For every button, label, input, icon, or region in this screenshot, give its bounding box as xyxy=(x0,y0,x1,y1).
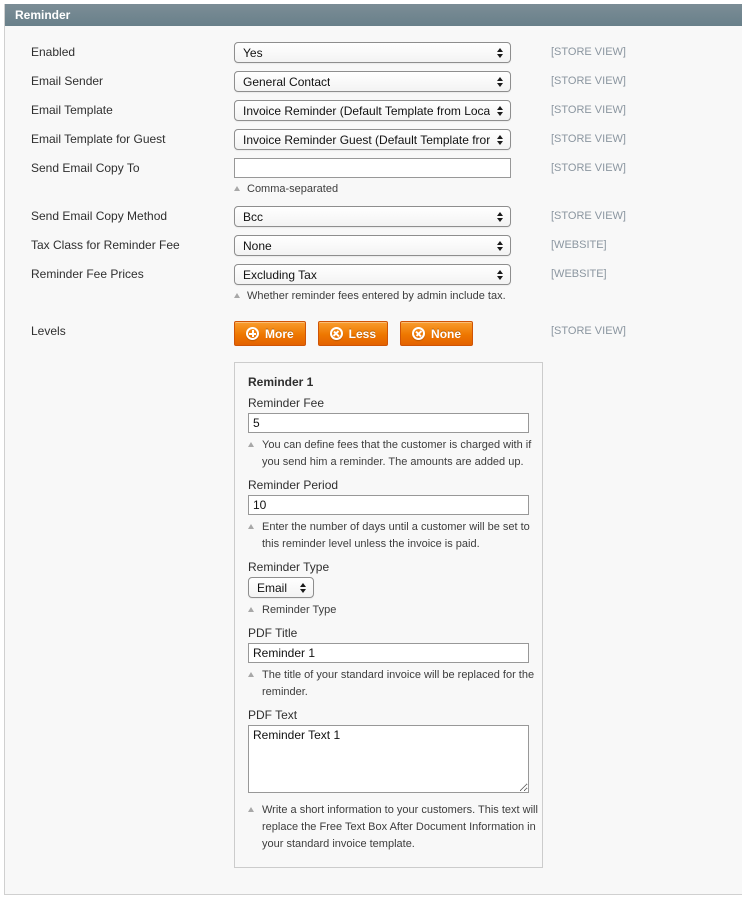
select-stepper-icon xyxy=(497,48,503,58)
group-reminder-fee xyxy=(248,396,532,471)
row-send-email-copy-method xyxy=(5,202,742,231)
row-send-email-copy-to xyxy=(5,154,742,202)
select-stepper-icon xyxy=(497,106,503,116)
reminder-type-select[interactable] xyxy=(248,577,314,598)
group-pdf-text xyxy=(248,708,538,853)
note-text: Write a short information to your customers. This text will replace the Free Text Box After Document Information in your standard invoice template. xyxy=(262,804,538,850)
selected-value: None xyxy=(243,238,272,253)
field-label: Email Template for Guest xyxy=(31,132,166,146)
email-template-guest-select[interactable] xyxy=(234,129,511,150)
plus-circle-icon xyxy=(246,327,259,340)
email-template-select[interactable] xyxy=(234,100,511,121)
note-triangle-icon xyxy=(234,186,240,191)
note-triangle-icon xyxy=(248,524,254,529)
row-enabled xyxy=(5,38,742,67)
scope-label: [STORE VIEW] xyxy=(551,210,626,222)
note-triangle-icon xyxy=(248,607,254,612)
selected-value: General Contact xyxy=(243,74,331,89)
scope-label: [STORE VIEW] xyxy=(551,133,626,145)
field-note xyxy=(248,802,538,853)
field-note xyxy=(248,437,538,471)
levels-none-button[interactable] xyxy=(400,321,473,346)
button-label: Less xyxy=(348,326,377,341)
section-header xyxy=(5,4,742,26)
field-label: Send Email Copy To xyxy=(31,161,140,175)
field-note xyxy=(234,289,511,303)
row-tax-class xyxy=(5,231,742,260)
note-triangle-icon xyxy=(234,293,240,298)
note-triangle-icon xyxy=(248,672,254,677)
cross-circle-icon xyxy=(330,327,343,340)
select-stepper-icon xyxy=(497,270,503,280)
field-label: PDF Text xyxy=(248,708,298,722)
button-label: None xyxy=(431,326,462,341)
selected-value: Yes xyxy=(243,45,263,60)
row-levels xyxy=(5,317,742,350)
select-stepper-icon xyxy=(497,135,503,145)
pdf-title-input[interactable] xyxy=(248,643,529,663)
reminder-config-panel xyxy=(4,4,742,895)
reminder-box-title: Reminder 1 xyxy=(248,375,314,389)
field-label: PDF Title xyxy=(248,626,298,640)
field-label: Reminder Period xyxy=(248,478,339,492)
row-email-template-guest xyxy=(5,125,742,154)
note-text: You can define fees that the customer is charged with if you send him a reminder. The amounts are added up. xyxy=(262,439,532,468)
group-reminder-type xyxy=(248,560,529,619)
selected-value: Invoice Reminder (Default Template from Loca xyxy=(243,103,490,118)
field-note xyxy=(234,182,511,196)
selected-value: Excluding Tax xyxy=(243,267,317,282)
field-note xyxy=(248,667,538,701)
field-label: Enabled xyxy=(31,45,76,59)
field-label: Send Email Copy Method xyxy=(31,209,168,223)
email-sender-select[interactable] xyxy=(234,71,511,92)
row-email-template xyxy=(5,96,742,125)
note-triangle-icon xyxy=(248,807,254,812)
select-stepper-icon xyxy=(497,77,503,87)
scope-label: [STORE VIEW] xyxy=(551,104,626,116)
group-reminder-period xyxy=(248,478,529,553)
row-email-sender xyxy=(5,67,742,96)
reminder-fee-prices-select[interactable] xyxy=(234,264,511,285)
note-triangle-icon xyxy=(248,442,254,447)
scope-label: [WEBSITE] xyxy=(551,239,607,251)
note-text: Comma-separated xyxy=(247,183,339,195)
note-text: Reminder Type xyxy=(262,604,337,616)
scope-label: [STORE VIEW] xyxy=(551,75,626,87)
scope-label: [STORE VIEW] xyxy=(551,325,626,337)
reminder-period-input[interactable] xyxy=(248,495,529,515)
send-email-copy-to-input[interactable] xyxy=(234,158,511,178)
field-label: Levels xyxy=(31,324,66,338)
enabled-select[interactable] xyxy=(234,42,511,63)
scope-label: [WEBSITE] xyxy=(551,268,607,280)
levels-more-button[interactable] xyxy=(234,321,306,346)
select-stepper-icon xyxy=(497,241,503,251)
field-label: Reminder Fee xyxy=(248,396,325,410)
levels-less-button[interactable] xyxy=(318,321,388,346)
row-reminder-fee-prices xyxy=(5,260,742,309)
field-label: Email Template xyxy=(31,103,113,117)
note-text: Enter the number of days until a customer will be set to this reminder level unless the invoice is paid. xyxy=(262,521,530,550)
tax-class-select[interactable] xyxy=(234,235,511,256)
field-label: Reminder Fee Prices xyxy=(31,267,144,281)
scope-label: [STORE VIEW] xyxy=(551,162,626,174)
select-stepper-icon xyxy=(300,583,306,593)
cross-circle-icon xyxy=(412,327,425,340)
scope-label: [STORE VIEW] xyxy=(551,46,626,58)
section-title: Reminder xyxy=(15,8,71,22)
field-note xyxy=(248,602,538,619)
pdf-text-textarea[interactable] xyxy=(248,725,529,793)
form-content xyxy=(5,26,742,868)
reminder-fee-input[interactable] xyxy=(248,413,529,433)
group-pdf-title xyxy=(248,626,535,701)
field-note xyxy=(248,519,538,553)
selected-value: Email xyxy=(257,580,288,595)
button-label: More xyxy=(265,326,294,341)
field-label: Reminder Type xyxy=(248,560,330,574)
send-email-copy-method-select[interactable] xyxy=(234,206,511,227)
select-stepper-icon xyxy=(497,212,503,222)
selected-value: Bcc xyxy=(243,209,264,224)
note-text: Whether reminder fees entered by admin include tax. xyxy=(247,290,506,302)
selected-value: Invoice Reminder Guest (Default Template fror xyxy=(243,132,490,147)
field-label: Tax Class for Reminder Fee xyxy=(31,238,180,252)
reminder-1-box xyxy=(234,362,543,868)
note-text: The title of your standard invoice will be replaced for the reminder. xyxy=(262,669,535,698)
field-label: Email Sender xyxy=(31,74,104,88)
